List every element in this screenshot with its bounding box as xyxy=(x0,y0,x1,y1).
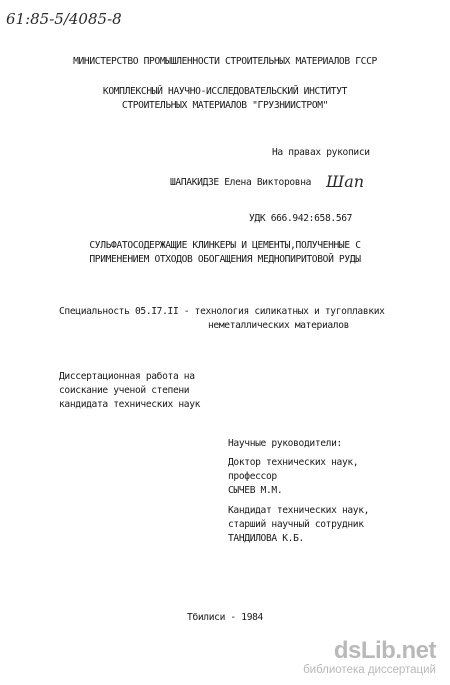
handwritten-code: 61:85-5/4085-8 xyxy=(6,10,122,28)
supervisor-1-degree: Доктор технических наук, xyxy=(228,457,359,468)
author-name: ШАПАКИДЗЕ Елена Викторовна xyxy=(170,177,312,188)
supervisor-1-title: профессор xyxy=(228,471,277,482)
supervisors-label: Научные руководители: xyxy=(228,438,342,449)
watermark xyxy=(303,638,436,677)
dissertation-line-2: соискание ученой степени xyxy=(59,385,190,396)
specialty-line-2: неметаллических материалов xyxy=(208,320,350,331)
title-line-1: СУЛЬФАТОСОДЕРЖАЩИЕ КЛИНКЕРЫ И ЦЕМЕНТЫ,ПОЛУЧЕННЫЕ С xyxy=(89,240,361,251)
supervisor-2-title: старший научный сотрудник xyxy=(228,519,364,530)
dissertation-line-3: кандидата технических наук xyxy=(59,399,201,410)
rights-note: На правах рукописи xyxy=(272,147,370,158)
ministry-heading: МИНИСТЕРСТВО ПРОМЫШЛЕННОСТИ СТРОИТЕЛЬНЫХ МАТЕРИАЛОВ ГССР xyxy=(73,56,377,67)
title-line-2: ПРИМЕНЕНИЕМ ОТХОДОВ ОБОГАЩЕНИЯ МЕДНОПИРИТОВОЙ РУДЫ xyxy=(89,254,361,265)
udk-code: УДК 666.942:658.567 xyxy=(249,213,353,224)
supervisor-2-degree: Кандидат технических наук, xyxy=(228,505,370,516)
institute-line-1: КОМПЛЕКСНЫЙ НАУЧНО-ИССЛЕДОВАТЕЛЬСКИЙ ИНСТИТУТ xyxy=(102,86,348,97)
watermark-logo: dsLib.net xyxy=(333,637,436,664)
author-signature: Шап xyxy=(326,172,365,191)
dissertation-line-1: Диссертационная работа на xyxy=(59,371,195,382)
supervisor-1-name: СЫЧЕВ М.М. xyxy=(228,485,283,496)
city-year: Тбилиси - 1984 xyxy=(187,612,263,623)
specialty-line-1: Специальность 05.I7.II - технология силикатных и тугоплавких xyxy=(59,306,385,317)
supervisor-2-name: ТАНДИЛОВА К.Б. xyxy=(228,533,304,544)
institute-line-2: СТРОИТЕЛЬНЫХ МАТЕРИАЛОВ "ГРУЗНИИСТРОМ" xyxy=(121,100,329,111)
watermark-subtitle: библиотека диссертаций xyxy=(303,664,436,676)
